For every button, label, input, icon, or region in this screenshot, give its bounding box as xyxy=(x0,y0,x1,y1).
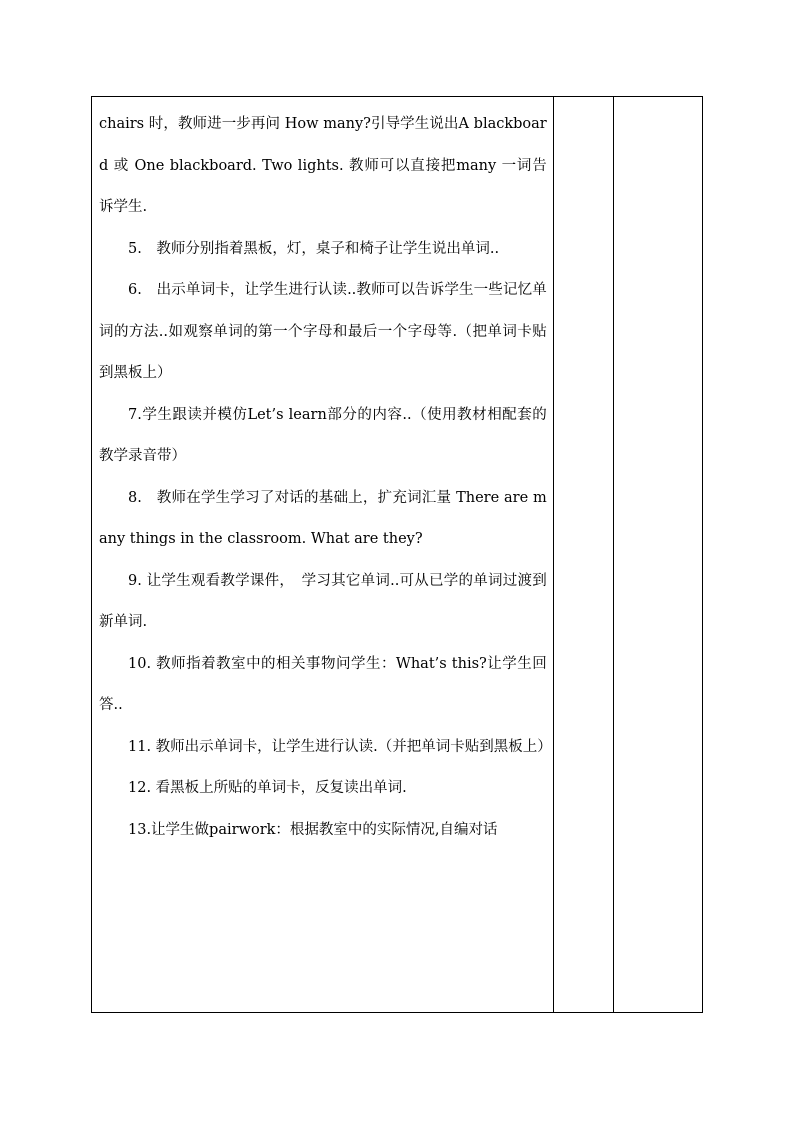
paragraph-10: 13.让学生做pairwork：根据教室中的实际情况,自编对话 xyxy=(128,821,498,838)
paragraph-3: 6. 出示单词卡，让学生进行认读..教师可以告诉学生一些记忆单词的方法..如观察单词的第一个字母和最后一个字母等.（把单词卡贴到黑板上） xyxy=(99,282,547,381)
paragraph-2: 5. 教师分别指着黑板，灯，桌子和椅子让学生说出单词.. xyxy=(128,240,500,257)
procedure-content xyxy=(92,97,553,851)
paragraph-4: 7.学生跟读并模仿Let’s learn部分的内容..（使用教材相配套的教学录音带） xyxy=(99,406,547,464)
procedure-cell xyxy=(92,97,554,1013)
empty-cell-middle xyxy=(553,97,613,1013)
paragraph-8: 11. 教师出示单词卡，让学生进行认读.（并把单词卡贴到黑板上） xyxy=(128,738,552,755)
paragraph-9: 12. 看黑板上所贴的单词卡，反复读出单词. xyxy=(128,780,407,796)
table-row xyxy=(92,97,703,1013)
lesson-plan-table xyxy=(91,96,703,1013)
paragraph-7: 10. 教师指着教室中的相关事物问学生：What’s this?让学生回答.. xyxy=(99,655,547,713)
empty-cell-right xyxy=(613,97,702,1013)
paragraph-5: 8. 教师在学生学习了对话的基础上，扩充词汇量 There are many things in the classroom. What are they? xyxy=(99,489,547,547)
paragraph-6: 9. 让学生观看教学课件， 学习其它单词..可从已学的单词过渡到新单词. xyxy=(99,572,547,630)
paragraph-1: chairs 时，教师进一步再问 How many?引导学生说出A blackboard 或 One blackboard. Two lights. 教师可以直接把many 一词告诉学生. xyxy=(99,116,547,215)
